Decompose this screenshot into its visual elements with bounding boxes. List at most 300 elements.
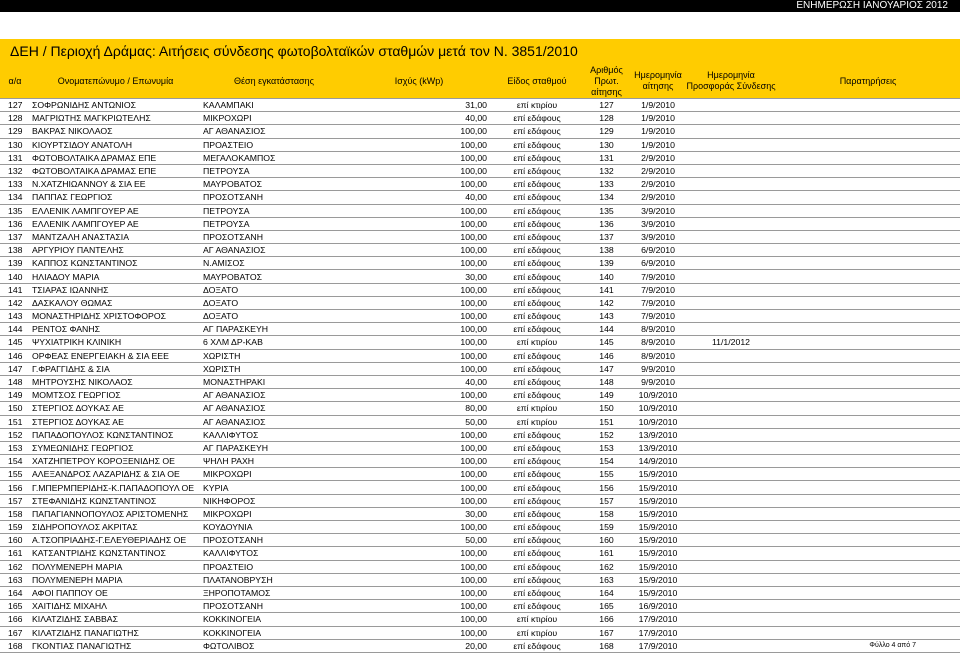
cell-name: ΤΣΙΑΡΑΣ ΙΩΑΝΝΗΣ <box>30 283 201 296</box>
col-header-remarks: Παρατηρήσεις <box>776 64 960 99</box>
cell-aa: 135 <box>0 204 30 217</box>
cell-aa: 128 <box>0 112 30 125</box>
cell-power: 31,00 <box>347 99 491 112</box>
col-header-protocol-no: Αριθμός Πρωτ. αίτησης <box>583 64 630 99</box>
cell-power: 100,00 <box>347 164 491 177</box>
cell-station-type: επί εδάφους <box>491 310 583 323</box>
table-row <box>0 507 960 520</box>
cell-protocol-no: 162 <box>583 560 630 573</box>
cell-offer-date <box>686 362 776 375</box>
table-row <box>0 468 960 481</box>
cell-aa: 162 <box>0 560 30 573</box>
cell-power: 30,00 <box>347 507 491 520</box>
cell-name: ΜΟΝΑΣΤΗΡΙΔΗΣ ΧΡΙΣΤΟΦΟΡΟΣ <box>30 310 201 323</box>
cell-name: ΣΥΜΕΩΝΙΔΗΣ ΓΕΩΡΓΙΟΣ <box>30 441 201 454</box>
cell-request-date: 8/9/2010 <box>630 349 686 362</box>
cell-request-date: 15/9/2010 <box>630 534 686 547</box>
cell-power: 100,00 <box>347 349 491 362</box>
cell-aa: 164 <box>0 586 30 599</box>
cell-station-type: επί εδάφους <box>491 481 583 494</box>
cell-name: ΚΙΛΑΤΖΙΔΗΣ ΠΑΝΑΓΙΩΤΗΣ <box>30 626 201 639</box>
cell-request-date: 15/9/2010 <box>630 560 686 573</box>
cell-request-date: 1/9/2010 <box>630 138 686 151</box>
cell-offer-date <box>686 125 776 138</box>
cell-request-date: 7/9/2010 <box>630 310 686 323</box>
cell-request-date: 15/9/2010 <box>630 468 686 481</box>
table-row <box>0 112 960 125</box>
cell-aa: 139 <box>0 257 30 270</box>
cell-location: ΜΙΚΡΟΧΩΡΙ <box>201 112 347 125</box>
cell-name: ΣΙΔΗΡΟΠΟΥΛΟΣ ΑΚΡΙΤΑΣ <box>30 521 201 534</box>
cell-remarks <box>776 191 960 204</box>
table-row <box>0 151 960 164</box>
cell-name: ΟΡΦΕΑΣ ΕΝΕΡΓΕΙΑΚΗ & ΣΙΑ ΕΕΕ <box>30 349 201 362</box>
cell-name: ΑΛΕΞΑΝΔΡΟΣ ΛΑΖΑΡΙΔΗΣ & ΣΙΑ ΟΕ <box>30 468 201 481</box>
cell-station-type: επί εδάφους <box>491 428 583 441</box>
cell-offer-date <box>686 428 776 441</box>
cell-name: ΓΚΟΝΤΙΑΣ ΠΑΝΑΓΙΩΤΗΣ <box>30 639 201 652</box>
cell-remarks <box>776 296 960 309</box>
cell-name: ΣΟΦΡΩΝΙΔΗΣ ΑΝΤΩΝΙΟΣ <box>30 99 201 112</box>
cell-location: ΠΡΟΑΣΤΕΙΟ <box>201 560 347 573</box>
cell-power: 100,00 <box>347 230 491 243</box>
cell-location: ΠΕΤΡΟΥΣΑ <box>201 217 347 230</box>
cell-station-type: επί εδάφους <box>491 534 583 547</box>
cell-station-type: επί εδάφους <box>491 191 583 204</box>
cell-request-date: 6/9/2010 <box>630 257 686 270</box>
cell-offer-date <box>686 547 776 560</box>
cell-location: ΚΟΚΚΙΝΟΓΕΙΑ <box>201 626 347 639</box>
cell-power: 100,00 <box>347 257 491 270</box>
cell-station-type: επί εδάφους <box>491 164 583 177</box>
cell-offer-date <box>686 375 776 388</box>
cell-remarks <box>776 441 960 454</box>
cell-offer-date <box>686 230 776 243</box>
cell-name: ΜΑΓΡΙΩΤΗΣ ΜΑΓΚΡΙΩΤΕΛΗΣ <box>30 112 201 125</box>
table-row <box>0 586 960 599</box>
cell-request-date: 15/9/2010 <box>630 586 686 599</box>
cell-offer-date <box>686 507 776 520</box>
cell-aa: 138 <box>0 244 30 257</box>
cell-protocol-no: 127 <box>583 99 630 112</box>
table-row <box>0 99 960 112</box>
table-row <box>0 613 960 626</box>
cell-remarks <box>776 375 960 388</box>
cell-station-type: επί εδάφους <box>491 547 583 560</box>
cell-location: ΠΡΟΑΣΤΕΙΟ <box>201 138 347 151</box>
table-row <box>0 547 960 560</box>
cell-station-type: επί εδάφους <box>491 468 583 481</box>
table-row <box>0 257 960 270</box>
cell-request-date: 2/9/2010 <box>630 151 686 164</box>
cell-offer-date <box>686 626 776 639</box>
table-row <box>0 626 960 639</box>
cell-location: ΑΓ ΑΘΑΝΑΣΙΟΣ <box>201 415 347 428</box>
cell-station-type: επί εδάφους <box>491 639 583 652</box>
cell-power: 100,00 <box>347 151 491 164</box>
cell-offer-date <box>686 573 776 586</box>
cell-location: ΠΡΟΣΟΤΣΑΝΗ <box>201 600 347 613</box>
cell-aa: 165 <box>0 600 30 613</box>
cell-station-type: επί εδάφους <box>491 138 583 151</box>
cell-protocol-no: 129 <box>583 125 630 138</box>
cell-request-date: 13/9/2010 <box>630 441 686 454</box>
cell-remarks <box>776 560 960 573</box>
cell-request-date: 15/9/2010 <box>630 547 686 560</box>
cell-station-type: επί κτιρίου <box>491 415 583 428</box>
cell-remarks <box>776 164 960 177</box>
table-row <box>0 560 960 573</box>
cell-request-date: 9/9/2010 <box>630 362 686 375</box>
table-row <box>0 455 960 468</box>
cell-aa: 142 <box>0 296 30 309</box>
cell-station-type: επί εδάφους <box>491 257 583 270</box>
cell-power: 100,00 <box>347 336 491 349</box>
cell-offer-date <box>686 112 776 125</box>
cell-power: 100,00 <box>347 296 491 309</box>
cell-request-date: 1/9/2010 <box>630 125 686 138</box>
cell-power: 100,00 <box>347 586 491 599</box>
cell-remarks <box>776 534 960 547</box>
cell-location: ΜΟΝΑΣΤΗΡΑΚΙ <box>201 375 347 388</box>
cell-station-type: επί εδάφους <box>491 244 583 257</box>
cell-offer-date <box>686 560 776 573</box>
cell-aa: 151 <box>0 415 30 428</box>
cell-remarks <box>776 402 960 415</box>
cell-offer-date <box>686 600 776 613</box>
col-header-aa: α/α <box>0 64 30 99</box>
table-row <box>0 270 960 283</box>
cell-offer-date <box>686 257 776 270</box>
cell-protocol-no: 130 <box>583 138 630 151</box>
cell-offer-date <box>686 415 776 428</box>
table-row <box>0 441 960 454</box>
cell-station-type: επί κτιρίου <box>491 99 583 112</box>
cell-name: ΒΑΚΡΑΣ ΝΙΚΟΛΑΟΣ <box>30 125 201 138</box>
table-row <box>0 164 960 177</box>
cell-aa: 149 <box>0 389 30 402</box>
table-row <box>0 375 960 388</box>
cell-power: 100,00 <box>347 455 491 468</box>
cell-request-date: 1/9/2010 <box>630 112 686 125</box>
cell-offer-date <box>686 244 776 257</box>
cell-request-date: 14/9/2010 <box>630 455 686 468</box>
cell-station-type: επί εδάφους <box>491 151 583 164</box>
cell-protocol-no: 155 <box>583 468 630 481</box>
cell-location: ΔΟΞΑΤΟ <box>201 296 347 309</box>
cell-name: ΠΑΠΑΓΙΑΝΝΟΠΟΥΛΟΣ ΑΡΙΣΤΟΜΕΝΗΣ <box>30 507 201 520</box>
cell-name: ΜΑΝΤΖΑΛΗ ΑΝΑΣΤΑΣΙΑ <box>30 230 201 243</box>
cell-offer-date <box>686 323 776 336</box>
cell-location: 6 ΧΛΜ ΔΡ-ΚΑΒ <box>201 336 347 349</box>
cell-name: Ν.ΧΑΤΖΗΙΩΑΝΝΟΥ & ΣΙΑ ΕΕ <box>30 178 201 191</box>
table-row <box>0 138 960 151</box>
cell-request-date: 9/9/2010 <box>630 375 686 388</box>
cell-remarks <box>776 494 960 507</box>
cell-offer-date <box>686 455 776 468</box>
cell-remarks <box>776 507 960 520</box>
cell-offer-date <box>686 151 776 164</box>
cell-station-type: επί εδάφους <box>491 112 583 125</box>
cell-station-type: επί εδάφους <box>491 230 583 243</box>
cell-station-type: επί εδάφους <box>491 125 583 138</box>
table-row <box>0 362 960 375</box>
cell-remarks <box>776 428 960 441</box>
page-indicator: Φύλλο 4 από 7 <box>869 642 916 649</box>
cell-station-type: επί εδάφους <box>491 573 583 586</box>
cell-offer-date <box>686 389 776 402</box>
cell-request-date: 17/9/2010 <box>630 639 686 652</box>
cell-station-type: επί εδάφους <box>491 441 583 454</box>
table-row <box>0 125 960 138</box>
cell-station-type: επί εδάφους <box>491 455 583 468</box>
cell-station-type: επί εδάφους <box>491 494 583 507</box>
cell-name: Α.ΤΣΟΠΡΙΑΔΗΣ-Γ.ΕΛΕΥΘΕΡΙΑΔΗΣ ΟΕ <box>30 534 201 547</box>
cell-name: ΦΩΤΟΒΟΛΤΑΙΚΑ ΔΡΑΜΑΣ ΕΠΕ <box>30 164 201 177</box>
table-row <box>0 191 960 204</box>
cell-request-date: 3/9/2010 <box>630 230 686 243</box>
cell-request-date: 8/9/2010 <box>630 336 686 349</box>
cell-name: Γ.ΦΡΑΓΓΙΔΗΣ & ΣΙΑ <box>30 362 201 375</box>
cell-protocol-no: 153 <box>583 441 630 454</box>
cell-location: ΑΓ ΑΘΑΝΑΣΙΟΣ <box>201 125 347 138</box>
cell-request-date: 1/9/2010 <box>630 99 686 112</box>
cell-location: ΚΥΡΙΑ <box>201 481 347 494</box>
cell-protocol-no: 141 <box>583 283 630 296</box>
cell-name: ΣΤΕΡΓΙΟΣ ΔΟΥΚΑΣ ΑΕ <box>30 402 201 415</box>
cell-location: ΠΕΤΡΟΥΣΑ <box>201 204 347 217</box>
table-row <box>0 428 960 441</box>
cell-station-type: επί κτιρίου <box>491 626 583 639</box>
cell-aa: 161 <box>0 547 30 560</box>
cell-request-date: 10/9/2010 <box>630 415 686 428</box>
cell-remarks <box>776 178 960 191</box>
cell-offer-date <box>686 296 776 309</box>
cell-remarks <box>776 626 960 639</box>
col-header-power: Ισχύς (kWp) <box>347 64 491 99</box>
cell-aa: 167 <box>0 626 30 639</box>
cell-request-date: 15/9/2010 <box>630 521 686 534</box>
cell-remarks <box>776 125 960 138</box>
table-row <box>0 244 960 257</box>
cell-remarks <box>776 455 960 468</box>
cell-power: 50,00 <box>347 415 491 428</box>
cell-power: 100,00 <box>347 573 491 586</box>
cell-power: 100,00 <box>347 481 491 494</box>
cell-location: ΑΓ ΑΘΑΝΑΣΙΟΣ <box>201 389 347 402</box>
cell-power: 40,00 <box>347 112 491 125</box>
cell-location: ΔΟΞΑΤΟ <box>201 310 347 323</box>
cell-remarks <box>776 362 960 375</box>
cell-aa: 156 <box>0 481 30 494</box>
cell-protocol-no: 143 <box>583 310 630 323</box>
cell-power: 100,00 <box>347 125 491 138</box>
cell-protocol-no: 148 <box>583 375 630 388</box>
cell-offer-date <box>686 349 776 362</box>
cell-protocol-no: 164 <box>583 586 630 599</box>
cell-power: 100,00 <box>347 217 491 230</box>
cell-power: 100,00 <box>347 626 491 639</box>
cell-station-type: επί εδάφους <box>491 349 583 362</box>
cell-aa: 130 <box>0 138 30 151</box>
cell-station-type: επί εδάφους <box>491 323 583 336</box>
cell-request-date: 3/9/2010 <box>630 217 686 230</box>
table-row <box>0 494 960 507</box>
cell-location: ΚΑΛΛΙΦΥΤΟΣ <box>201 547 347 560</box>
cell-power: 40,00 <box>347 375 491 388</box>
cell-name: ΧΑΙΤΙΔΗΣ ΜΙΧΑΗΛ <box>30 600 201 613</box>
cell-power: 30,00 <box>347 270 491 283</box>
cell-aa: 129 <box>0 125 30 138</box>
cell-remarks <box>776 415 960 428</box>
cell-power: 100,00 <box>347 494 491 507</box>
cell-power: 100,00 <box>347 138 491 151</box>
cell-offer-date <box>686 613 776 626</box>
cell-station-type: επί εδάφους <box>491 600 583 613</box>
cell-name: ΑΦΟΙ ΠΑΠΠΟΥ ΟΕ <box>30 586 201 599</box>
cell-location: ΨΗΛΗ ΡΑΧΗ <box>201 455 347 468</box>
cell-protocol-no: 134 <box>583 191 630 204</box>
cell-location: ΜΑΥΡΟΒΑΤΟΣ <box>201 270 347 283</box>
cell-remarks <box>776 323 960 336</box>
cell-protocol-no: 133 <box>583 178 630 191</box>
cell-remarks <box>776 151 960 164</box>
cell-station-type: επί εδάφους <box>491 586 583 599</box>
cell-aa: 147 <box>0 362 30 375</box>
cell-remarks <box>776 99 960 112</box>
cell-aa: 153 <box>0 441 30 454</box>
cell-request-date: 17/9/2010 <box>630 613 686 626</box>
cell-power: 20,00 <box>347 639 491 652</box>
cell-aa: 132 <box>0 164 30 177</box>
cell-remarks <box>776 112 960 125</box>
cell-station-type: επί εδάφους <box>491 507 583 520</box>
cell-location: ΔΟΞΑΤΟ <box>201 283 347 296</box>
cell-protocol-no: 152 <box>583 428 630 441</box>
cell-aa: 134 <box>0 191 30 204</box>
cell-aa: 168 <box>0 639 30 652</box>
table-row <box>0 402 960 415</box>
cell-offer-date <box>686 283 776 296</box>
cell-offer-date <box>686 534 776 547</box>
top-banner <box>0 0 960 12</box>
cell-remarks <box>776 204 960 217</box>
cell-aa: 143 <box>0 310 30 323</box>
cell-protocol-no: 149 <box>583 389 630 402</box>
cell-offer-date <box>686 586 776 599</box>
cell-offer-date <box>686 441 776 454</box>
cell-station-type: επί εδάφους <box>491 178 583 191</box>
table-row <box>0 217 960 230</box>
col-header-request-date: Ημερομηνία αίτησης <box>630 64 686 99</box>
cell-remarks <box>776 257 960 270</box>
cell-offer-date <box>686 217 776 230</box>
cell-protocol-no: 159 <box>583 521 630 534</box>
cell-aa: 140 <box>0 270 30 283</box>
cell-request-date: 2/9/2010 <box>630 178 686 191</box>
table-row <box>0 178 960 191</box>
table-row <box>0 283 960 296</box>
cell-protocol-no: 137 <box>583 230 630 243</box>
cell-name: ΦΩΤΟΒΟΛΤΑΙΚΑ ΔΡΑΜΑΣ ΕΠΕ <box>30 151 201 164</box>
cell-offer-date <box>686 639 776 652</box>
cell-remarks <box>776 270 960 283</box>
cell-protocol-no: 154 <box>583 455 630 468</box>
page-title: ΔΕΗ / Περιοχή Δράμας: Αιτήσεις σύνδεσης φωτοβολταϊκών σταθμών μετά τον Ν. 3851/2010 <box>10 43 578 59</box>
cell-location: Ν.ΑΜΙΣΟΣ <box>201 257 347 270</box>
cell-station-type: επί εδάφους <box>491 283 583 296</box>
cell-protocol-no: 161 <box>583 547 630 560</box>
cell-power: 100,00 <box>347 547 491 560</box>
cell-protocol-no: 131 <box>583 151 630 164</box>
cell-remarks <box>776 586 960 599</box>
cell-offer-date <box>686 310 776 323</box>
cell-protocol-no: 146 <box>583 349 630 362</box>
table-row <box>0 389 960 402</box>
cell-power: 100,00 <box>347 428 491 441</box>
cell-location: ΜΙΚΡΟΧΩΡΙ <box>201 507 347 520</box>
cell-location: ΝΙΚΗΦΟΡΟΣ <box>201 494 347 507</box>
cell-protocol-no: 128 <box>583 112 630 125</box>
table-row <box>0 639 960 652</box>
cell-aa: 160 <box>0 534 30 547</box>
cell-aa: 166 <box>0 613 30 626</box>
cell-aa: 159 <box>0 521 30 534</box>
cell-protocol-no: 138 <box>583 244 630 257</box>
cell-request-date: 15/9/2010 <box>630 494 686 507</box>
col-header-location: Θέση εγκατάστασης <box>201 64 347 99</box>
cell-station-type: επί κτιρίου <box>491 402 583 415</box>
cell-aa: 155 <box>0 468 30 481</box>
cell-request-date: 15/9/2010 <box>630 573 686 586</box>
cell-request-date: 15/9/2010 <box>630 481 686 494</box>
cell-name: ΚΙΛΑΤΖΙΔΗΣ ΣΑΒΒΑΣ <box>30 613 201 626</box>
cell-offer-date <box>686 270 776 283</box>
cell-station-type: επί εδάφους <box>491 204 583 217</box>
cell-location: ΑΓ ΑΘΑΝΑΣΙΟΣ <box>201 244 347 257</box>
cell-location: ΚΟΥΔΟΥΝΙΑ <box>201 521 347 534</box>
cell-protocol-no: 140 <box>583 270 630 283</box>
cell-aa: 146 <box>0 349 30 362</box>
cell-name: ΡΕΝΤΟΣ ΦΑΝΗΣ <box>30 323 201 336</box>
cell-remarks <box>776 244 960 257</box>
cell-remarks <box>776 230 960 243</box>
cell-station-type: επί εδάφους <box>491 362 583 375</box>
cell-request-date: 7/9/2010 <box>630 283 686 296</box>
cell-location: ΠΛΑΤΑΝΟΒΡΥΣΗ <box>201 573 347 586</box>
cell-protocol-no: 136 <box>583 217 630 230</box>
cell-location: ΧΩΡΙΣΤΗ <box>201 362 347 375</box>
cell-aa: 158 <box>0 507 30 520</box>
cell-station-type: επί εδάφους <box>491 296 583 309</box>
cell-remarks <box>776 521 960 534</box>
table-row <box>0 296 960 309</box>
cell-name: Γ.ΜΠΕΡΜΠΕΡΙΔΗΣ-Κ.ΠΑΠΑΔΟΠΟΥΛ ΟΕ <box>30 481 201 494</box>
cell-offer-date <box>686 164 776 177</box>
update-label: ΕΝΗΜΕΡΩΣΗ ΙΑΝΟΥΑΡΙΟΣ 2012 <box>796 0 948 11</box>
cell-request-date: 10/9/2010 <box>630 389 686 402</box>
cell-remarks <box>776 336 960 349</box>
cell-station-type: επί εδάφους <box>491 270 583 283</box>
cell-offer-date <box>686 521 776 534</box>
cell-protocol-no: 147 <box>583 362 630 375</box>
cell-aa: 144 <box>0 323 30 336</box>
cell-offer-date <box>686 468 776 481</box>
cell-location: ΚΑΛΛΙΦΥΤΟΣ <box>201 428 347 441</box>
cell-protocol-no: 168 <box>583 639 630 652</box>
cell-aa: 141 <box>0 283 30 296</box>
cell-remarks <box>776 310 960 323</box>
